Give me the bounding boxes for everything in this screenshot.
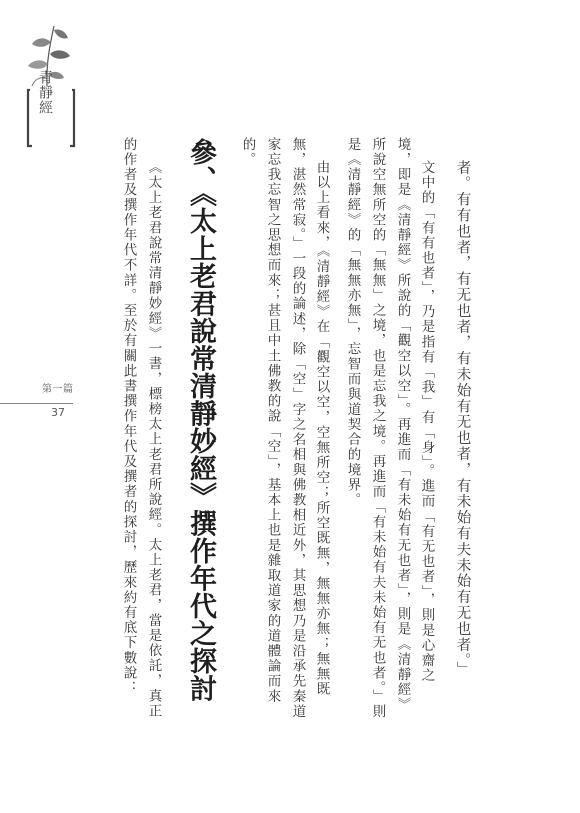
text-line: 文中的「有有也者」，乃是指有「我」有「身」。進而「有无也者」，則是心齋之 [418, 160, 435, 684]
text-line: 由以上看來，《清靜經》在「觀空以空，空無所空；所空既無，無無亦無；無無既 [313, 160, 330, 697]
text-line: 所說空無所空的「無無」之境，也是忘我之境。再進而「有未始有夫未始有无也者。」則 [369, 137, 386, 720]
text-line: 是《清靜經》的「無無亦無」，忘智而與道契合的境界。 [344, 137, 361, 508]
text-line: 境，即是《清靜經》所說的「觀空以空」。再進而「有未始有无也者」，則是《清靜經》 [394, 137, 411, 713]
text-line: 的作者及撰作年代不詳。至於有關此書撰作年代及撰者的探討，歷來約有底下數說： [120, 137, 137, 696]
side-divider [0, 403, 73, 404]
text-line: 者。有有也者，有无也者，有未始有无也者，有未始有夫未始有无也者。」 [454, 160, 471, 678]
text-line: 家忘我忘智之思想而來；甚且中土佛教的說「空」，基本上也是雜取道家的道體論而來 [264, 137, 281, 705]
logo-title: 青靜經 [37, 70, 53, 115]
page-number: 37 [51, 406, 65, 419]
section-heading: 參、《太上老君說常清靜妙經》撰作年代之探討 [185, 138, 216, 702]
text-line: 的。 [239, 137, 256, 168]
text-line: 無，湛然常寂。」一段的論述，除「空」字之名相與佛教相近外，其思想乃是沿承先秦道 [289, 137, 306, 720]
section-label: 第一篇 [42, 384, 74, 395]
text-line: 《太上老君說常清靜妙經》一書，標榜太上老君所說經。太上老君，當是依託，真正 [145, 160, 162, 719]
